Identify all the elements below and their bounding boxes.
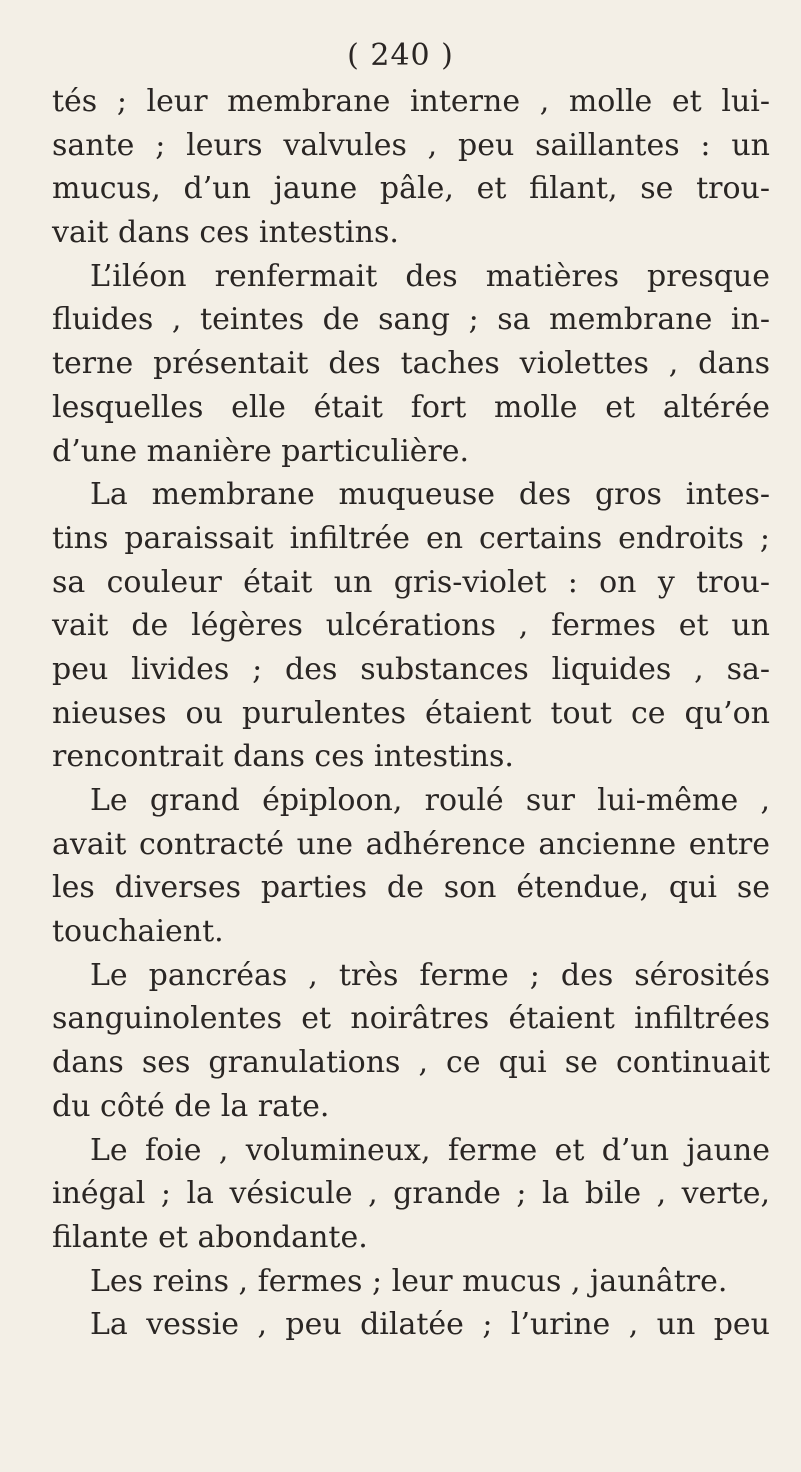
text-line: mucus, d’un jaune pâle, et filant, se trou- (52, 171, 770, 207)
text-line: d’une manière particulière. (52, 433, 470, 469)
text-line: Le grand épiploon, roulé sur lui-même , (90, 783, 770, 818)
text-line: avait contracté une adhérence ancienne entre (52, 826, 770, 862)
text-line: sa couleur était un gris-violet : on y trou- (52, 564, 770, 600)
text-line: rencontrait dans ces intestins. (52, 739, 514, 775)
text-line: fluides , teintes de sang ; sa membrane in- (52, 302, 770, 338)
text-line: les diverses parties de son étendue, qui se (52, 870, 770, 906)
text-line: La vessie , peu dilatée ; l’urine , un peu (90, 1307, 770, 1343)
text-line: sanguinolentes et noirâtres étaient infiltrées (52, 1001, 770, 1037)
text-line: vait dans ces intestins. (52, 215, 399, 251)
text-line: peu livides ; des substances liquides , sa- (52, 651, 770, 687)
text-line: Les reins , fermes ; leur mucus , jaunâtre. (90, 1263, 728, 1299)
text-line: sante ; leurs valvules , peu saillantes : un (52, 127, 770, 163)
page-number: ( 240 ) (347, 38, 454, 73)
text-line: du côté de la rate. (52, 1088, 330, 1124)
text-line: Le pancréas , très ferme ; des sérosités (90, 957, 770, 993)
body-text (52, 80, 770, 1347)
text-line: lesquelles elle était fort molle et altérée (52, 389, 770, 425)
text-line: inégal ; la vésicule , grande ; la bile , verte, (52, 1176, 770, 1212)
text-line: tés ; leur membrane interne , molle et lui- (52, 84, 770, 119)
text-line: La membrane muqueuse des gros intes- (90, 477, 770, 513)
text-line: nieuses ou purulentes étaient tout ce qu’on (52, 695, 770, 731)
text-line: L’iléon renfermait des matières presque (90, 258, 770, 294)
text-line: touchaient. (52, 914, 224, 950)
text-line: tins paraissait infiltrée en certains endroits ; (52, 520, 770, 556)
text-line: Le foie , volumineux, ferme et d’un jaune (90, 1132, 770, 1168)
text-line: vait de légères ulcérations , fermes et un (52, 608, 770, 644)
text-line: dans ses granulations , ce qui se continuait (52, 1045, 770, 1081)
text-line: filante et abondante. (52, 1219, 368, 1255)
text-line: terne présentait des taches violettes , dans (52, 346, 770, 382)
